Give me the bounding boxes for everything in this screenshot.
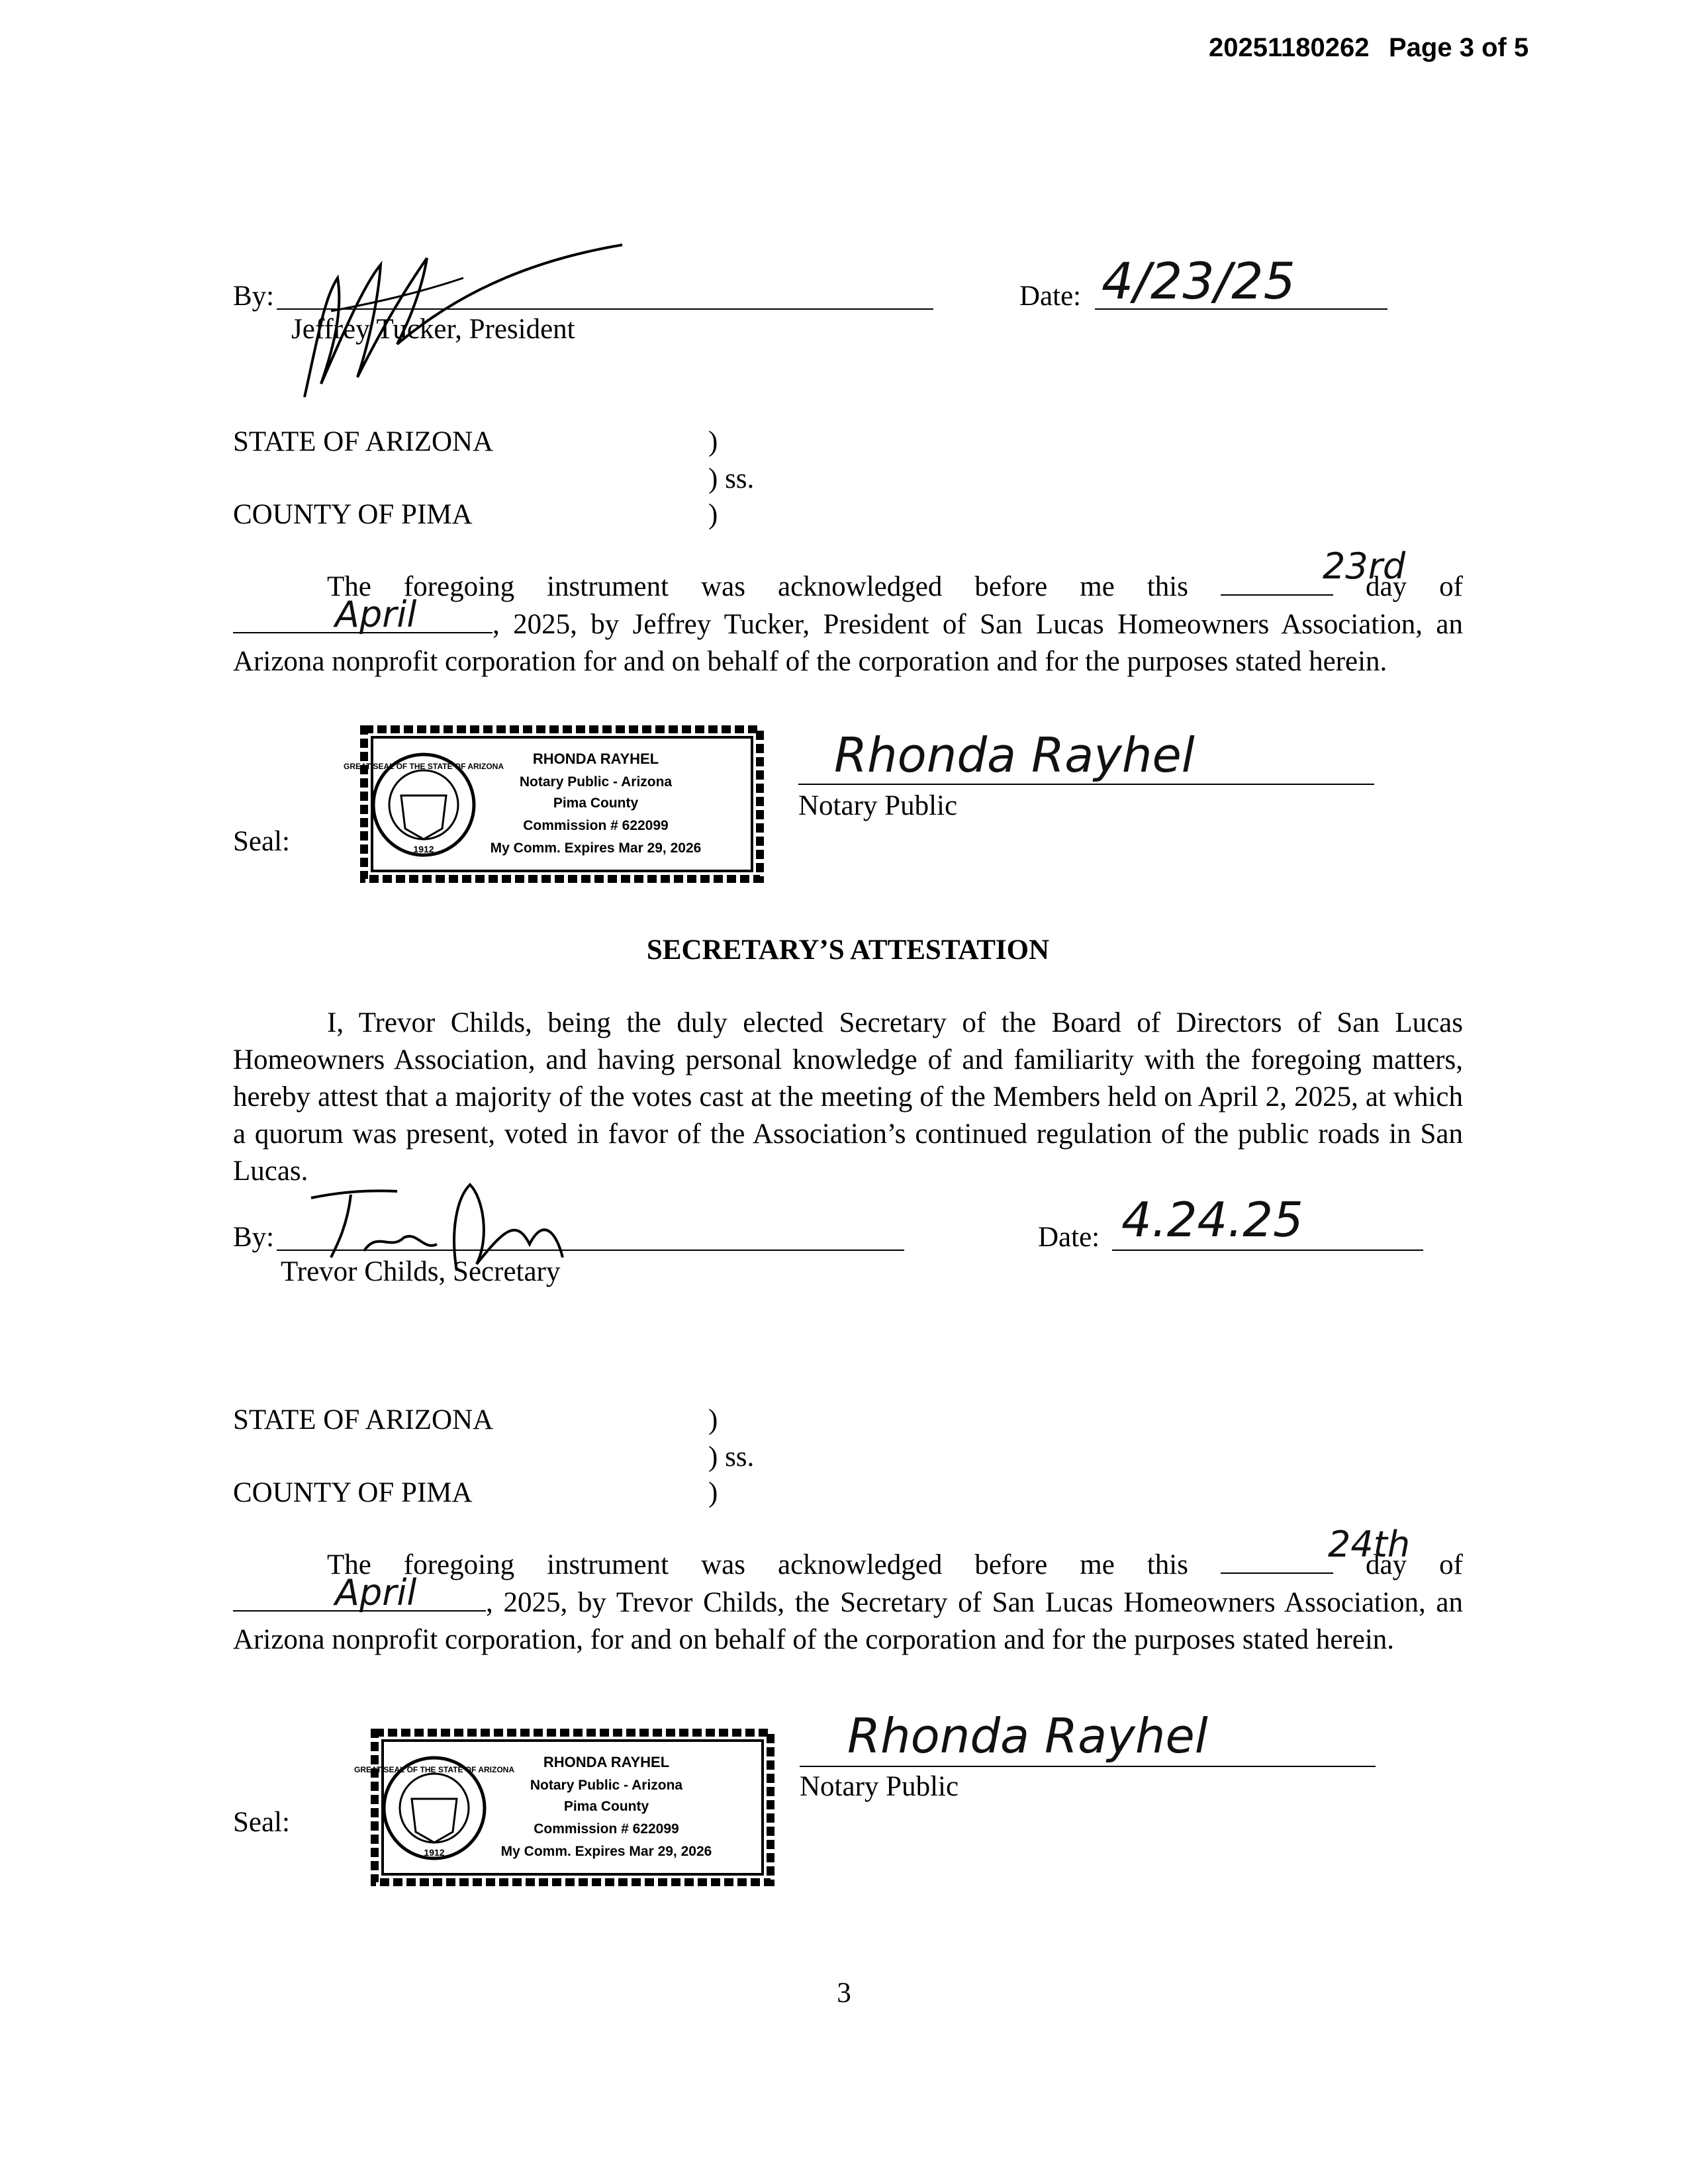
notary-stamp	[344, 723, 768, 888]
seal-ring-text: GREAT SEAL OF THE STATE OF ARIZONA	[344, 762, 504, 771]
secretary-name-title: Trevor Childs, Secretary	[281, 1256, 561, 1287]
by-label: By:	[233, 281, 275, 312]
venue-paren: )	[708, 499, 718, 530]
notary-public-label: Notary Public	[800, 1771, 959, 1802]
attestation-heading: SECRETARY’S ATTESTATION	[646, 934, 1050, 966]
ack-text: day of	[1366, 571, 1463, 602]
seal-year: 1912	[424, 1847, 445, 1858]
venue-state: STATE OF ARIZONA	[233, 426, 494, 457]
handwritten-month: April	[335, 594, 417, 635]
date-line	[1112, 1250, 1423, 1251]
day-blank	[1221, 545, 1406, 596]
handwritten-day: 23rd	[1323, 545, 1406, 587]
stamp-line: RHONDA RAYHEL	[543, 1754, 670, 1770]
seal-label: Seal:	[233, 1807, 290, 1838]
stamp-line: Pima County	[553, 796, 639, 811]
venue-paren: )	[708, 1477, 718, 1508]
date-label: Date:	[1038, 1222, 1100, 1253]
acknowledgment-paragraph	[233, 545, 1463, 680]
attestation-body: I, Trevor Childs, being the duly elected Secretary of the Board of Directors of San Lucas Homeowners Association, and having personal knowledge of and familiarity with the foregoing matters, hereby attest that a majority of the votes cast at the meeting of the Members held on April 2, 2025, at which a quorum was present, voted in favor of the Association’s continued regulation of the public roads in San Lucas.	[233, 1007, 1463, 1187]
date-label: Date:	[1019, 281, 1082, 312]
notary-signature-line	[798, 784, 1374, 785]
venue-county: COUNTY OF PIMA	[233, 1477, 473, 1508]
page-number: 3	[837, 1978, 851, 2009]
ack-text: , 2025, by Trevor Childs, the Secretary of San Lucas Homeowners Association, an Arizona nonprofit corporation, for and on behalf of the corporation and for the purposes stated herein.	[233, 1587, 1463, 1655]
page-indicator: Page 3 of 5	[1389, 33, 1529, 62]
handwritten-date: 4.24.25	[1121, 1192, 1303, 1248]
month-blank	[233, 1572, 486, 1614]
notary-public-label: Notary Public	[798, 790, 958, 821]
stamp-line: Pima County	[563, 1799, 649, 1814]
venue-state: STATE OF ARIZONA	[233, 1404, 494, 1435]
stamp-line: My Comm. Expires Mar 29, 2026	[490, 841, 702, 856]
month-blank	[233, 594, 492, 635]
stamp-line: RHONDA RAYHEL	[532, 751, 659, 767]
seal-year: 1912	[413, 844, 434, 854]
ack-text: , 2025, by Jeffrey Tucker, President of San Lucas Homeowners Association, an Arizona nonprofit corporation for and on behalf of the corporation and for the purposes stated herein.	[233, 609, 1463, 677]
president-name-title: Jeffrey Tucker, President	[291, 314, 575, 345]
notary-signature: Rhonda Rayhel	[834, 727, 1195, 783]
ack-text: The foregoing instrument was acknowledged before me this	[327, 571, 1188, 602]
notary-signature-line	[800, 1766, 1376, 1767]
seal-ring-text: GREAT SEAL OF THE STATE OF ARIZONA	[354, 1765, 514, 1774]
recording-number: 20251180262	[1209, 33, 1370, 62]
by-label: By:	[233, 1222, 275, 1253]
venue-paren: )	[708, 1404, 718, 1435]
day-blank	[1221, 1524, 1411, 1574]
ack-text: The foregoing instrument was acknowledged before me this	[327, 1549, 1188, 1580]
ack-text: day of	[1366, 1549, 1463, 1580]
stamp-line: Notary Public - Arizona	[530, 1778, 683, 1793]
stamp-line: Commission # 622099	[534, 1821, 679, 1837]
venue-ss: ) ss.	[708, 1441, 755, 1473]
notary-stamp	[354, 1726, 778, 1891]
notary-signature: Rhonda Rayhel	[847, 1708, 1208, 1764]
stamp-line: Commission # 622099	[523, 818, 669, 833]
handwritten-date: 4/23/25	[1102, 251, 1295, 310]
stamp-line: Notary Public - Arizona	[519, 774, 673, 790]
handwritten-day: 24th	[1328, 1524, 1411, 1565]
venue-ss: ) ss.	[708, 463, 755, 494]
stamp-line: My Comm. Expires Mar 29, 2026	[500, 1844, 712, 1859]
venue-paren: )	[708, 426, 718, 457]
venue-county: COUNTY OF PIMA	[233, 499, 473, 530]
seal-label: Seal:	[233, 826, 290, 857]
handwritten-month: April	[335, 1572, 417, 1614]
acknowledgment-paragraph	[233, 1524, 1463, 1659]
